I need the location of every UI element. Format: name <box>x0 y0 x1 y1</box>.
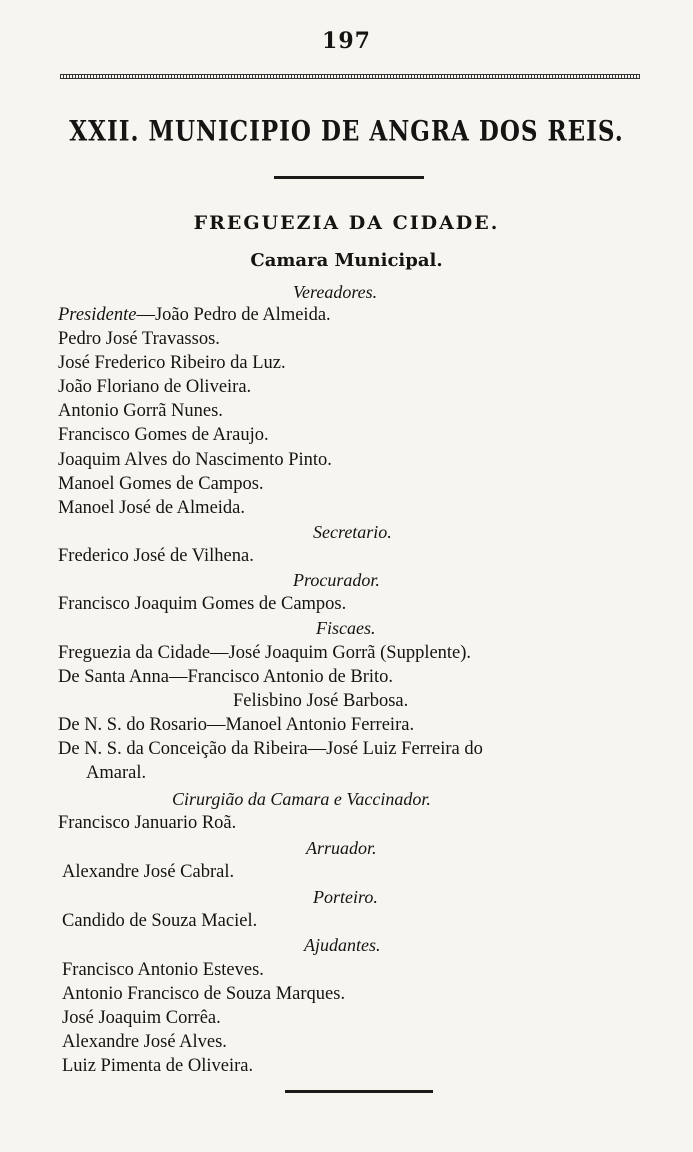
list-item: De N. S. da Conceição da Ribeira—José Luiz Ferreira do <box>58 739 483 759</box>
heading-ajudantes: Ajudantes. <box>304 935 381 955</box>
presidente-name: —João Pedro de Almeida. <box>136 305 331 325</box>
list-item: Alexandre José Alves. <box>62 1032 227 1052</box>
porteiro-name: Candido de Souza Maciel. <box>62 911 258 931</box>
list-item: José Frederico Ribeiro da Luz. <box>58 353 286 373</box>
ornamental-rule <box>60 74 640 79</box>
list-item: Joaquim Alves do Nascimento Pinto. <box>58 450 332 470</box>
list-item: João Floriano de Oliveira. <box>58 377 252 397</box>
list-item: Amaral. <box>86 763 147 783</box>
cirurgiao-name: Francisco Januario Roã. <box>58 813 237 833</box>
list-item: José Joaquim Corrêa. <box>62 1008 221 1028</box>
list-item: Antonio Francisco de Souza Marques. <box>62 984 346 1004</box>
page-number: 197 <box>322 28 371 54</box>
chapter-title: XXII. MUNICIPIO DE ANGRA DOS REIS. <box>69 115 624 148</box>
title-divider <box>274 176 424 179</box>
heading-porteiro: Porteiro. <box>313 887 378 907</box>
heading-vereadores: Vereadores. <box>293 282 378 302</box>
heading-fiscaes: Fiscaes. <box>316 618 376 638</box>
body-title: Camara Municipal. <box>250 250 443 271</box>
closing-divider <box>285 1090 433 1093</box>
list-item: De Santa Anna—Francisco Antonio de Brito. <box>58 667 394 687</box>
heading-cirurgiao: Cirurgião da Camara e Vaccinador. <box>172 789 431 809</box>
list-item: Manoel José de Almeida. <box>58 498 246 518</box>
parish-title: FREGUEZIA DA CIDADE. <box>193 212 500 234</box>
heading-arruador: Arruador. <box>306 838 377 858</box>
list-item: Freguezia da Cidade—José Joaquim Gorrã (Supplente). <box>58 643 472 663</box>
list-item: Antonio Gorrã Nunes. <box>58 401 223 421</box>
procurador-name: Francisco Joaquim Gomes de Campos. <box>58 594 347 614</box>
list-item: Pedro José Travassos. <box>58 329 220 349</box>
list-item: De N. S. do Rosario—Manoel Antonio Ferreira. <box>58 715 415 735</box>
list-item: Francisco Antonio Esteves. <box>62 960 264 980</box>
heading-procurador: Procurador. <box>293 570 380 590</box>
list-item: Felisbino José Barbosa. <box>233 691 409 711</box>
list-item: Luiz Pimenta de Oliveira. <box>62 1056 254 1076</box>
list-item: Francisco Gomes de Araujo. <box>58 425 269 445</box>
list-item: Manoel Gomes de Campos. <box>58 474 264 494</box>
presidente-label: Presidente <box>58 305 137 325</box>
heading-secretario: Secretario. <box>313 522 392 542</box>
arruador-name: Alexandre José Cabral. <box>62 862 235 882</box>
secretario-name: Frederico José de Vilhena. <box>58 546 254 566</box>
presidente-line <box>58 305 331 326</box>
